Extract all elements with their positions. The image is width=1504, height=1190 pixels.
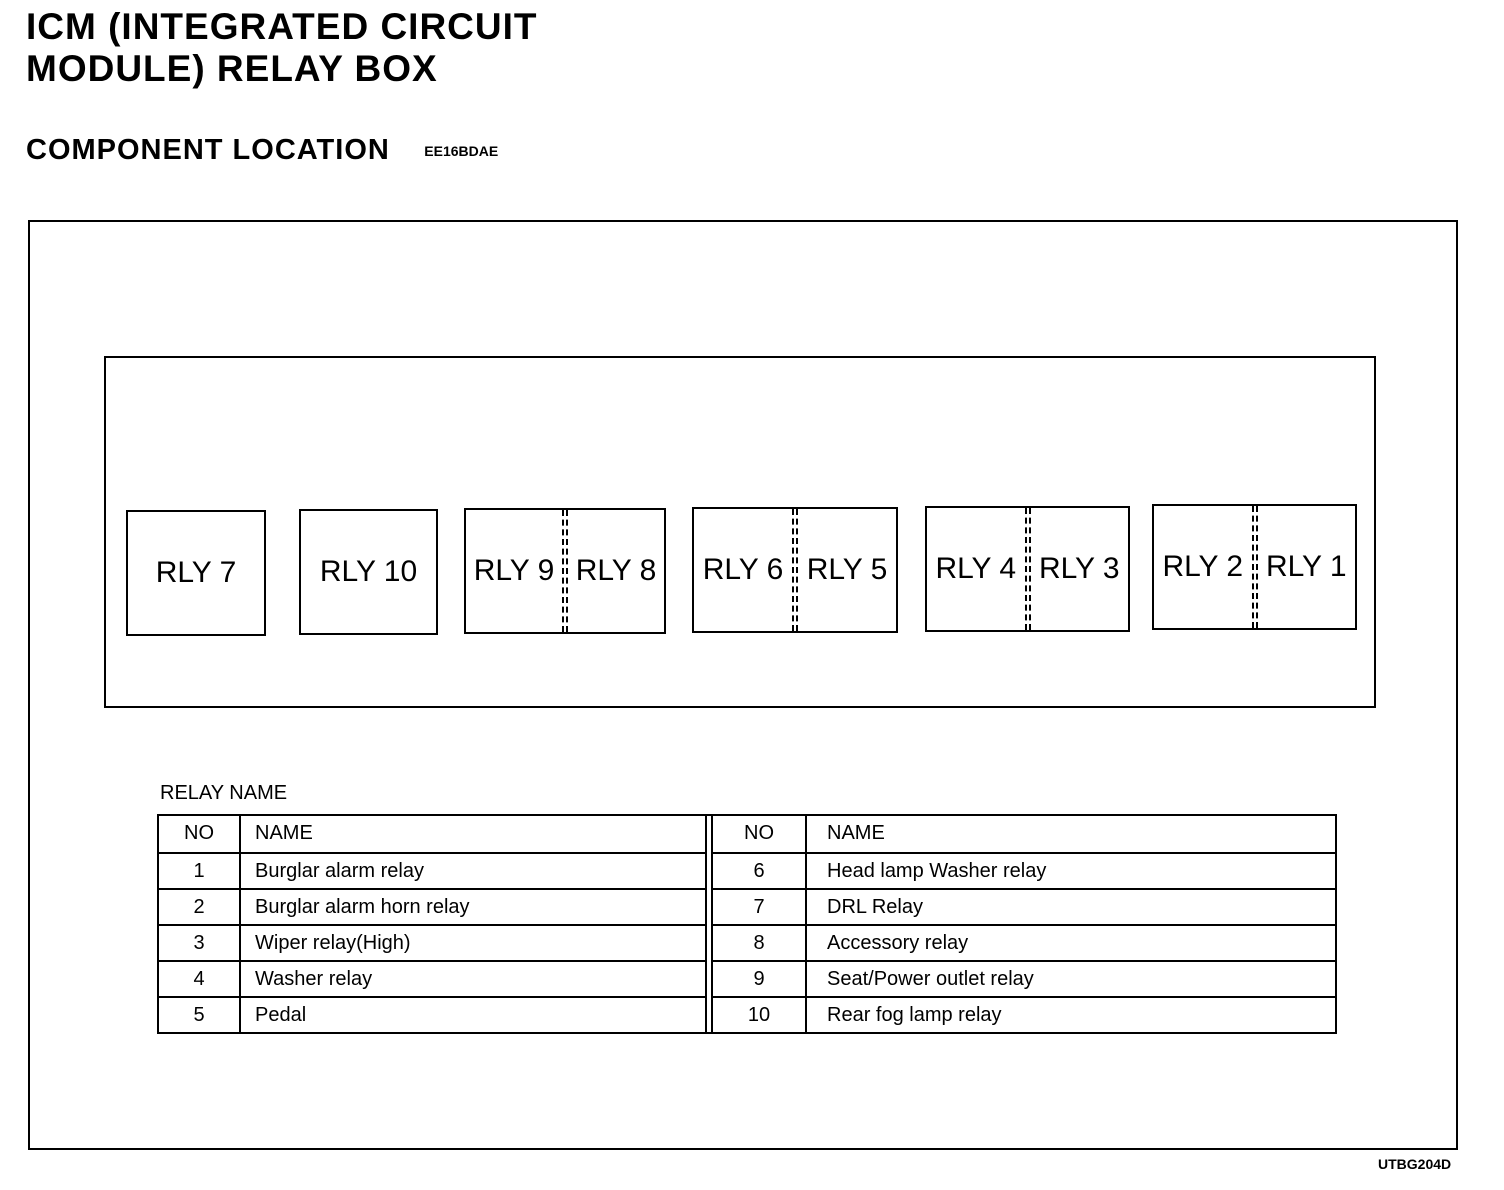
relay-table-right [713, 816, 1335, 1032]
figure-code: UTBG204D [1378, 1156, 1452, 1172]
column-header-name: NAME [255, 822, 313, 844]
relay-name: Rear fog lamp relay [827, 1004, 1002, 1026]
relay-name: DRL Relay [827, 896, 923, 918]
relay-number: 2 [159, 890, 241, 924]
relay-number: 9 [713, 962, 807, 996]
relay-number: 1 [159, 854, 241, 888]
relay-label: RLY 8 [575, 554, 657, 587]
relay-block-2-1 [1152, 504, 1357, 630]
section-subtitle: COMPONENT LOCATION [26, 134, 390, 166]
relay-label: RLY 5 [806, 553, 888, 586]
relay-table-left [159, 816, 705, 1032]
relay-number: 3 [159, 926, 241, 960]
relay-name: Wiper relay(High) [255, 932, 411, 954]
table-double-separator [705, 816, 713, 1032]
table-row [713, 888, 1335, 924]
column-header-no: NO [713, 816, 807, 852]
relay-label: RLY 7 [155, 556, 237, 589]
relay-label: RLY 6 [702, 553, 784, 586]
document-code: EE16BDAE [424, 143, 499, 159]
relay-label: RLY 2 [1162, 550, 1244, 583]
table-row [159, 888, 705, 924]
relay-block-9-8 [464, 508, 666, 634]
table-row [159, 924, 705, 960]
relay-name: Pedal [255, 1004, 307, 1026]
relay-number: 8 [713, 926, 807, 960]
relay-label: RLY 3 [1038, 552, 1120, 585]
table-row [159, 960, 705, 996]
column-header-name: NAME [827, 822, 885, 844]
relay-block-7 [126, 510, 266, 636]
relay-name: Head lamp Washer relay [827, 860, 1047, 882]
relay-name-table [157, 814, 1337, 1034]
relay-block-4-3 [925, 506, 1130, 632]
page-title [26, 6, 538, 90]
relay-number: 5 [159, 998, 241, 1032]
table-row [713, 960, 1335, 996]
relay-number: 4 [159, 962, 241, 996]
relay-block-10 [299, 509, 438, 635]
relay-block-6-5 [692, 507, 898, 633]
table-row [159, 996, 705, 1032]
title-line-2: MODULE) RELAY BOX [26, 48, 438, 89]
relay-label: RLY 1 [1265, 550, 1347, 583]
relay-number: 6 [713, 854, 807, 888]
subtitle-row [26, 134, 498, 167]
relay-name: Burglar alarm horn relay [255, 896, 470, 918]
relay-name: Burglar alarm relay [255, 860, 424, 882]
table-row [713, 852, 1335, 888]
table-row [713, 924, 1335, 960]
title-line-1: ICM (INTEGRATED CIRCUIT [26, 6, 538, 47]
relay-name: Seat/Power outlet relay [827, 968, 1034, 990]
relay-label: RLY 10 [319, 555, 418, 588]
relay-name: Washer relay [255, 968, 373, 990]
table-header-row [713, 816, 1335, 852]
relay-number: 10 [713, 998, 807, 1032]
relay-table-caption: RELAY NAME [160, 782, 288, 804]
table-header-row [159, 816, 705, 852]
column-header-no: NO [159, 816, 241, 852]
relay-label: RLY 9 [473, 554, 555, 587]
relay-label: RLY 4 [935, 552, 1017, 585]
table-row [713, 996, 1335, 1032]
relay-name: Accessory relay [827, 932, 969, 954]
relay-number: 7 [713, 890, 807, 924]
table-row [159, 852, 705, 888]
